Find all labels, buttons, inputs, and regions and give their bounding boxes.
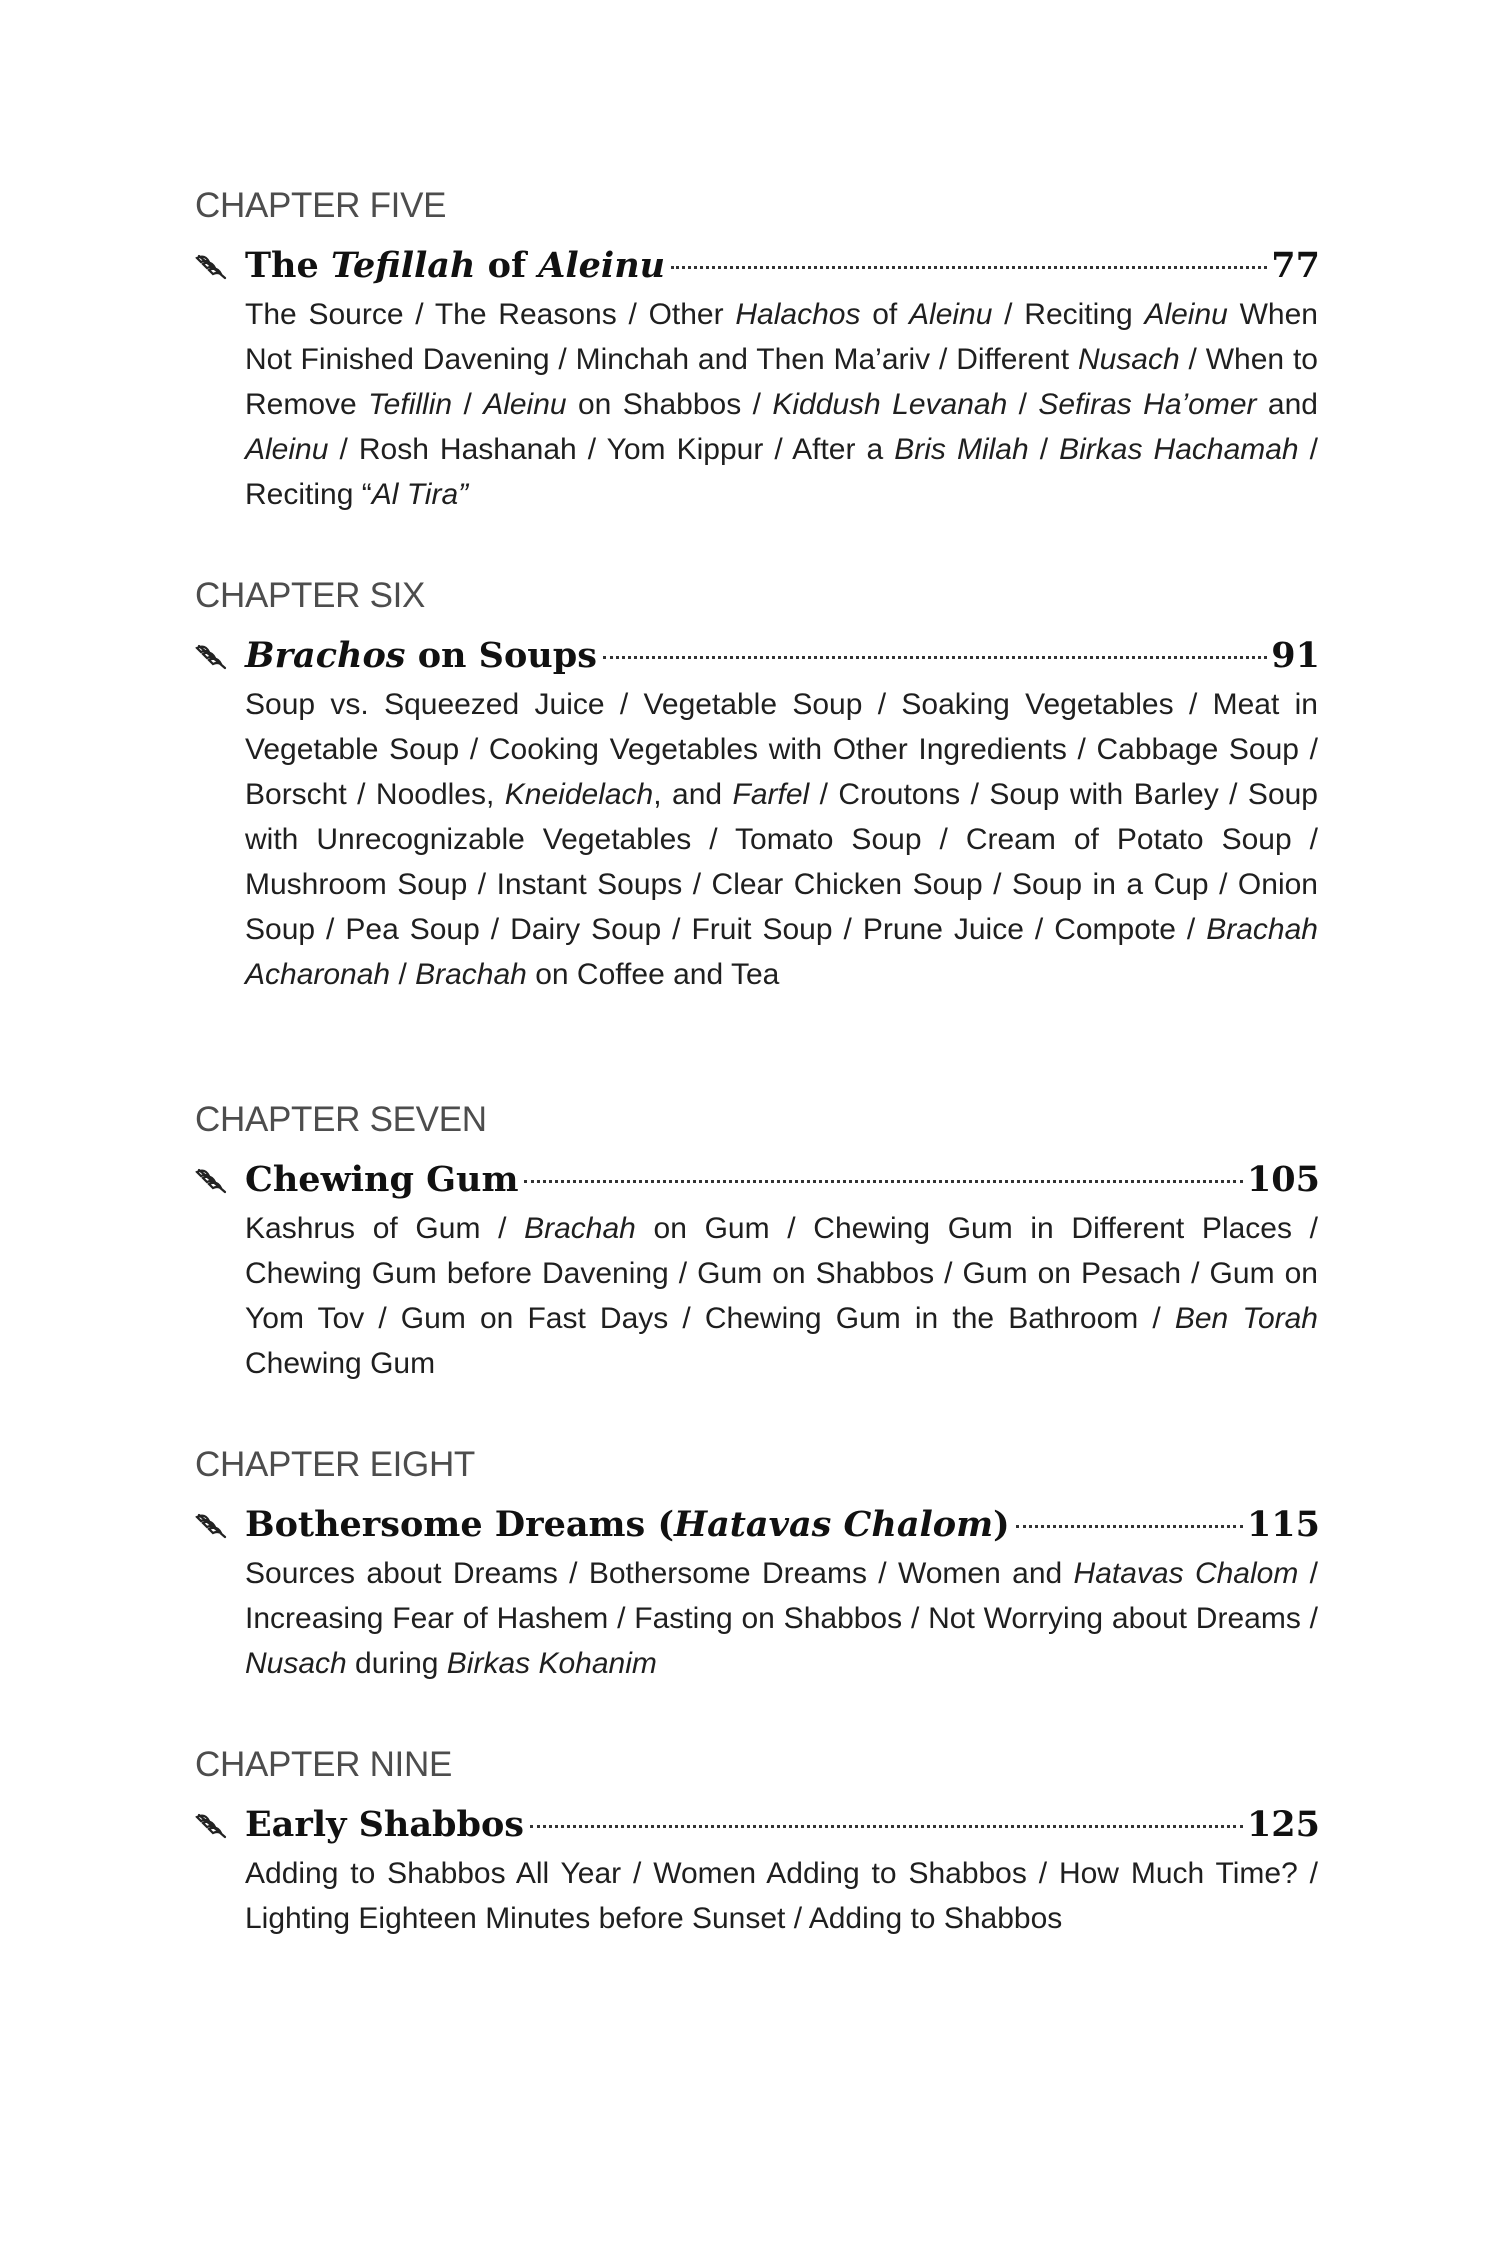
dot-leader	[603, 656, 1267, 659]
toc-entry[interactable]	[245, 630, 1320, 997]
entry-title-row	[245, 240, 1320, 292]
chapter-label: CHAPTER SIX	[195, 576, 426, 615]
entry-description: Adding to Shabbos All Year / Women Adding to Shabbos / How Much Time? / Lighting Eighteen Minutes before Sunset / Adding to Shabbos	[245, 1857, 1318, 1935]
entry-title: Bothersome Dreams (Hatavas Chalom)	[245, 1504, 1010, 1545]
entry-title: The Tefillah of Aleinu	[245, 245, 666, 286]
entry-description: Soup vs. Squeezed Juice / Vegetable Soup / Soaking Vegetables / Meat in Vegetable Soup / Cooking Vegetables with Other Ingredients / Cabbage Soup / Borscht / Noodles, Kneidelach, and Farfel / Croutons / Soup with Barley / Soup with Unrecognizable Vegetables / Tomato Soup / Cream of Potato Soup / Mushroom Soup / Instant Soups / Clear Chicken Soup / Soup in a Cup / Onion Soup / Pea Soup / Dairy Soup / Fruit Soup / Prune Juice / Compote / Brachah Acharonah / Brachah on Coffee and Tea	[245, 688, 1318, 991]
dot-leader	[671, 266, 1267, 269]
entry-title: Early Shabbos	[245, 1804, 525, 1845]
entry-title-row	[245, 1799, 1320, 1851]
entry-title-row	[245, 1499, 1320, 1551]
chapter-label: CHAPTER NINE	[195, 1745, 452, 1784]
entry-description: Kashrus of Gum / Brachah on Gum / Chewing Gum in Different Places / Chewing Gum before Davening / Gum on Shabbos / Gum on Pesach / Gum on Yom Tov / Gum on Fast Days / Chewing Gum in the Bathroom / Ben Torah Chewing Gum	[245, 1212, 1318, 1380]
leaf-ornament-icon	[195, 1811, 229, 1841]
dot-leader	[524, 1180, 1242, 1183]
dot-leader	[1016, 1525, 1243, 1528]
chapter-label: CHAPTER FIVE	[195, 186, 447, 225]
chapter-section	[195, 188, 1320, 517]
entry-title: Brachos on Soups	[245, 635, 597, 676]
leaf-ornament-icon	[195, 642, 229, 672]
page-number: 105	[1246, 1159, 1320, 1200]
entry-description: Sources about Dreams / Bothersome Dreams / Women and Hatavas Chalom / Increasing Fear of Hashem / Fasting on Shabbos / Not Worrying about Dreams / Nusach during Birkas Kohanim	[245, 1557, 1319, 1680]
chapter-section	[195, 1447, 1320, 1686]
dot-leader	[530, 1825, 1243, 1828]
chapter-section	[195, 1747, 1320, 1941]
chapter-label: CHAPTER EIGHT	[195, 1445, 476, 1484]
leaf-ornament-icon	[195, 1511, 229, 1541]
entry-title: Chewing Gum	[245, 1159, 519, 1200]
entry-title-row	[245, 630, 1320, 682]
toc-entry[interactable]	[245, 1799, 1320, 1941]
page-number: 77	[1271, 245, 1320, 286]
entry-description: The Source / The Reasons / Other Halachos of Aleinu / Reciting Aleinu When Not Finished Davening / Minchah and Then Ma’ariv / Different Nusach / When to Remove Tefillin / Aleinu on Shabbos / Kiddush Levanah / Sefiras Ha’omer and Aleinu / Rosh Hashanah / Yom Kippur / After a Bris Milah / Birkas Hachamah / Reciting “Al Tira”	[245, 298, 1318, 511]
leaf-ornament-icon	[195, 252, 229, 282]
page-number: 125	[1246, 1804, 1320, 1845]
page-number: 115	[1246, 1504, 1320, 1545]
chapter-section	[195, 1102, 1320, 1386]
entry-title-row	[245, 1154, 1320, 1206]
toc-entry[interactable]	[245, 240, 1320, 517]
page-number: 91	[1271, 635, 1320, 676]
chapter-section	[195, 578, 1320, 997]
toc-entry[interactable]	[245, 1499, 1320, 1686]
leaf-ornament-icon	[195, 1166, 229, 1196]
chapter-label: CHAPTER SEVEN	[195, 1100, 487, 1139]
toc-entry[interactable]	[245, 1154, 1320, 1386]
